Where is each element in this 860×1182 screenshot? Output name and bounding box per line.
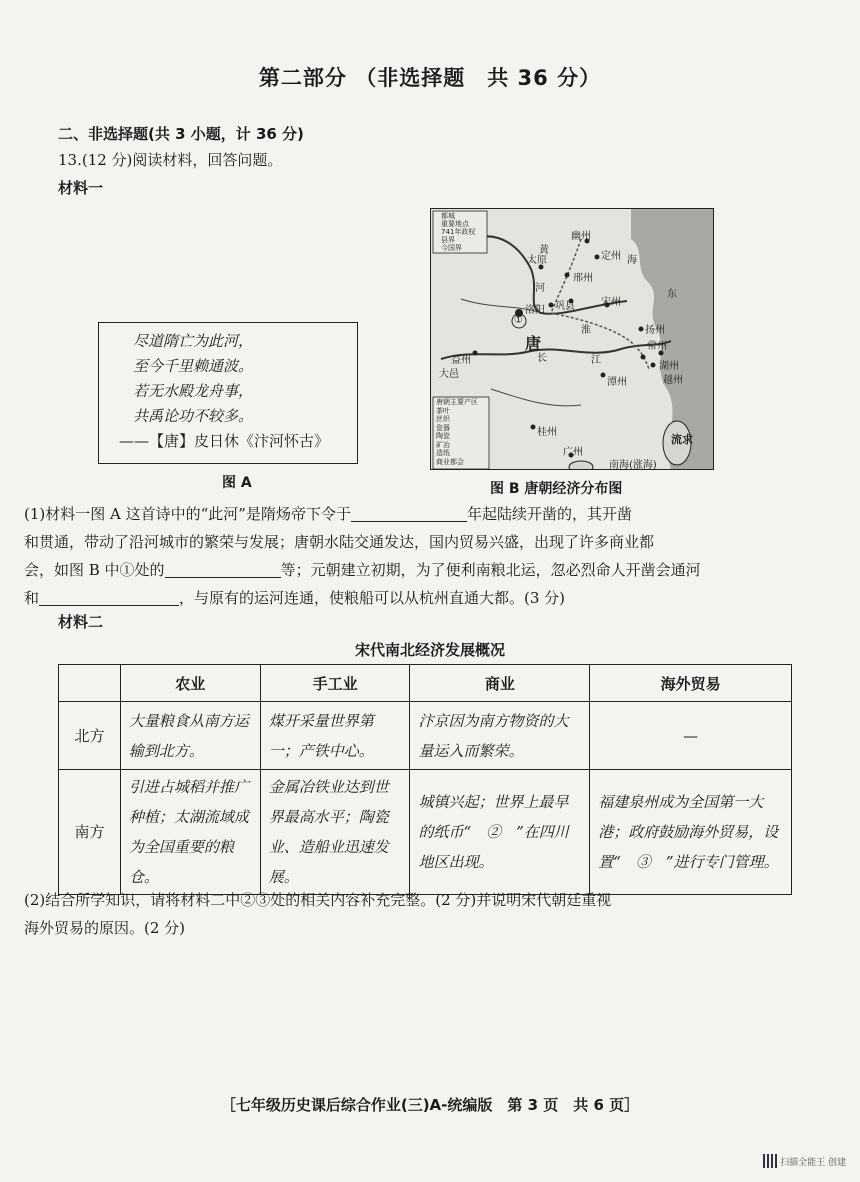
map-label-changzhou: 常州 [647, 341, 667, 352]
figure-a-caption: 图 A [222, 475, 252, 491]
map-label-yangzhou: 扬州 [645, 325, 665, 336]
map-label-guangzhou: 广州 [563, 447, 583, 458]
table-header: 海外贸易 [590, 665, 792, 702]
map-label-yizhou: 益州 [451, 355, 471, 366]
map-label-youzhou: 幽州 [571, 231, 591, 242]
map-legend-bottom: 唐朝主要产区 茶叶 丝织 瓷器 陶瓷 矿冶 造纸 商业都会 [436, 398, 478, 466]
table-cell: 金属冶铁业达到世界最高水平；陶瓷业、造船业迅速发展。 [260, 770, 410, 895]
section-heading: 二、非选择题(共 3 小题，计 36 分) [58, 125, 304, 143]
map-label-circle1: ① [514, 315, 523, 326]
figure-b-caption: 图 B 唐朝经济分布图 [490, 481, 623, 497]
table-title: 宋代南北经济发展概况 [354, 641, 505, 659]
map-label-huai: 淮 [581, 325, 591, 336]
map-label-xingzhou: 邢州 [573, 273, 593, 284]
row-region: 南方 [59, 770, 121, 895]
map-label-tang: 唐 [525, 334, 542, 353]
table-row [59, 770, 792, 895]
poem-line: 共禹论功不较多。 [133, 407, 254, 425]
answer-blank-city[interactable] [165, 561, 281, 578]
map-label-dong: 东 [667, 289, 677, 300]
table-cell: 汴京因为南方物资的大量运入而繁荣。 [410, 702, 590, 770]
table-cell: 引进占城稻并推广种植；太湖流域成为全国重要的粮仓。 [120, 770, 260, 895]
poem-line: 尽道隋亡为此河， [133, 332, 254, 350]
map-label-he: 河 [535, 283, 545, 294]
table-header-corner [59, 665, 121, 702]
answer-blank-year[interactable] [351, 505, 467, 522]
table-header: 手工业 [260, 665, 410, 702]
row-region: 北方 [59, 702, 121, 770]
map-label-liuqiu: 流求 [671, 433, 693, 446]
part-1-question: (1)材料一图 A 这首诗中的“此河”是隋炀帝下令于 年起陆续开凿的，其开凿 和贯通，带动了沿河城市的繁荣与发展；唐朝水陆交通发达，国内贸易兴盛，出现了许多商业都 会，如图 B 中①处的 等；元朝建立初期，为了便利南粮北运，忽必烈命人开凿会通河 和 ，与原有的运河连通，使粮船可以从杭州直通大都。(3 分) [24, 505, 701, 607]
table-row [59, 702, 792, 770]
material-2-label: 材料二 [58, 613, 104, 631]
song-economy-table [58, 664, 792, 895]
map-label-songzhou: 宋州 [601, 297, 621, 308]
poem-line: 至今千里赖通波。 [133, 357, 254, 375]
part-2-question: (2)结合所学知识，请将材料二中②③处的相关内容补充完整。(2 分)并说明宋代朝廷重视 海外贸易的原因。(2 分) [24, 891, 612, 937]
map-label-gongxian: 巩县 [555, 301, 575, 312]
map-label-tanzhou: 潭州 [607, 377, 627, 388]
map-label-yuezhou: 越州 [663, 375, 683, 386]
map-label-jiang: 江 [591, 355, 601, 366]
hainan-island [569, 461, 593, 470]
material-1-label: 材料一 [58, 179, 104, 197]
map-label-taiyuan: 太原 [527, 255, 547, 266]
answer-blank-canal[interactable] [39, 589, 179, 606]
table-header: 农业 [120, 665, 260, 702]
page-title: 第二部分 （非选择题 共 36 分） [258, 66, 602, 90]
map-label-dayi: 大邑 [439, 369, 459, 380]
south-river [491, 389, 581, 406]
map-label-nanhai: 南海(涨海) [609, 460, 657, 470]
tang-economy-map [430, 208, 714, 470]
map-legend-top: 都城 重要地点 741年政权 县界 今国界 [441, 212, 476, 252]
poem-box [98, 322, 358, 464]
map-label-hai: 海 [627, 255, 637, 266]
table-cell: 福建泉州成为全国第一大港；政府鼓励海外贸易，设置“ ③ ”进行专门管理。 [590, 770, 792, 895]
table-cell: 煤开采量世界第一；产铁中心。 [260, 702, 410, 770]
map-label-guizhou: 桂州 [537, 427, 557, 438]
question-stem: 13.(12 分)阅读材料，回答问题。 [58, 151, 283, 169]
scanner-watermark: 扫描全能王 创建 [763, 1154, 846, 1168]
map-label-huang: 黄 [539, 245, 549, 256]
map-label-huzhou: 湖州 [659, 361, 679, 372]
poem-source: ——【唐】皮日休《汴河怀古》 [119, 432, 330, 450]
poem-line: 若无水殿龙舟事， [133, 382, 254, 400]
page-footer: ［七年级历史课后综合作业(三)A-统编版 第 3 页 共 6 页］ [220, 1096, 640, 1114]
yangtze-river [441, 341, 671, 359]
map-label-luoyang: 洛阳 [525, 305, 545, 316]
map-label-dingzhou: 定州 [601, 251, 621, 262]
map-label-chang: 长 [537, 353, 547, 364]
table-cell: — [590, 702, 792, 770]
table-cell: 城镇兴起；世界上最早的纸币“ ② ”在四川地区出现。 [410, 770, 590, 895]
table-header: 商业 [410, 665, 590, 702]
table-header-row [59, 665, 792, 702]
table-cell: 大量粮食从南方运输到北方。 [120, 702, 260, 770]
qr-code-icon [763, 1154, 777, 1168]
